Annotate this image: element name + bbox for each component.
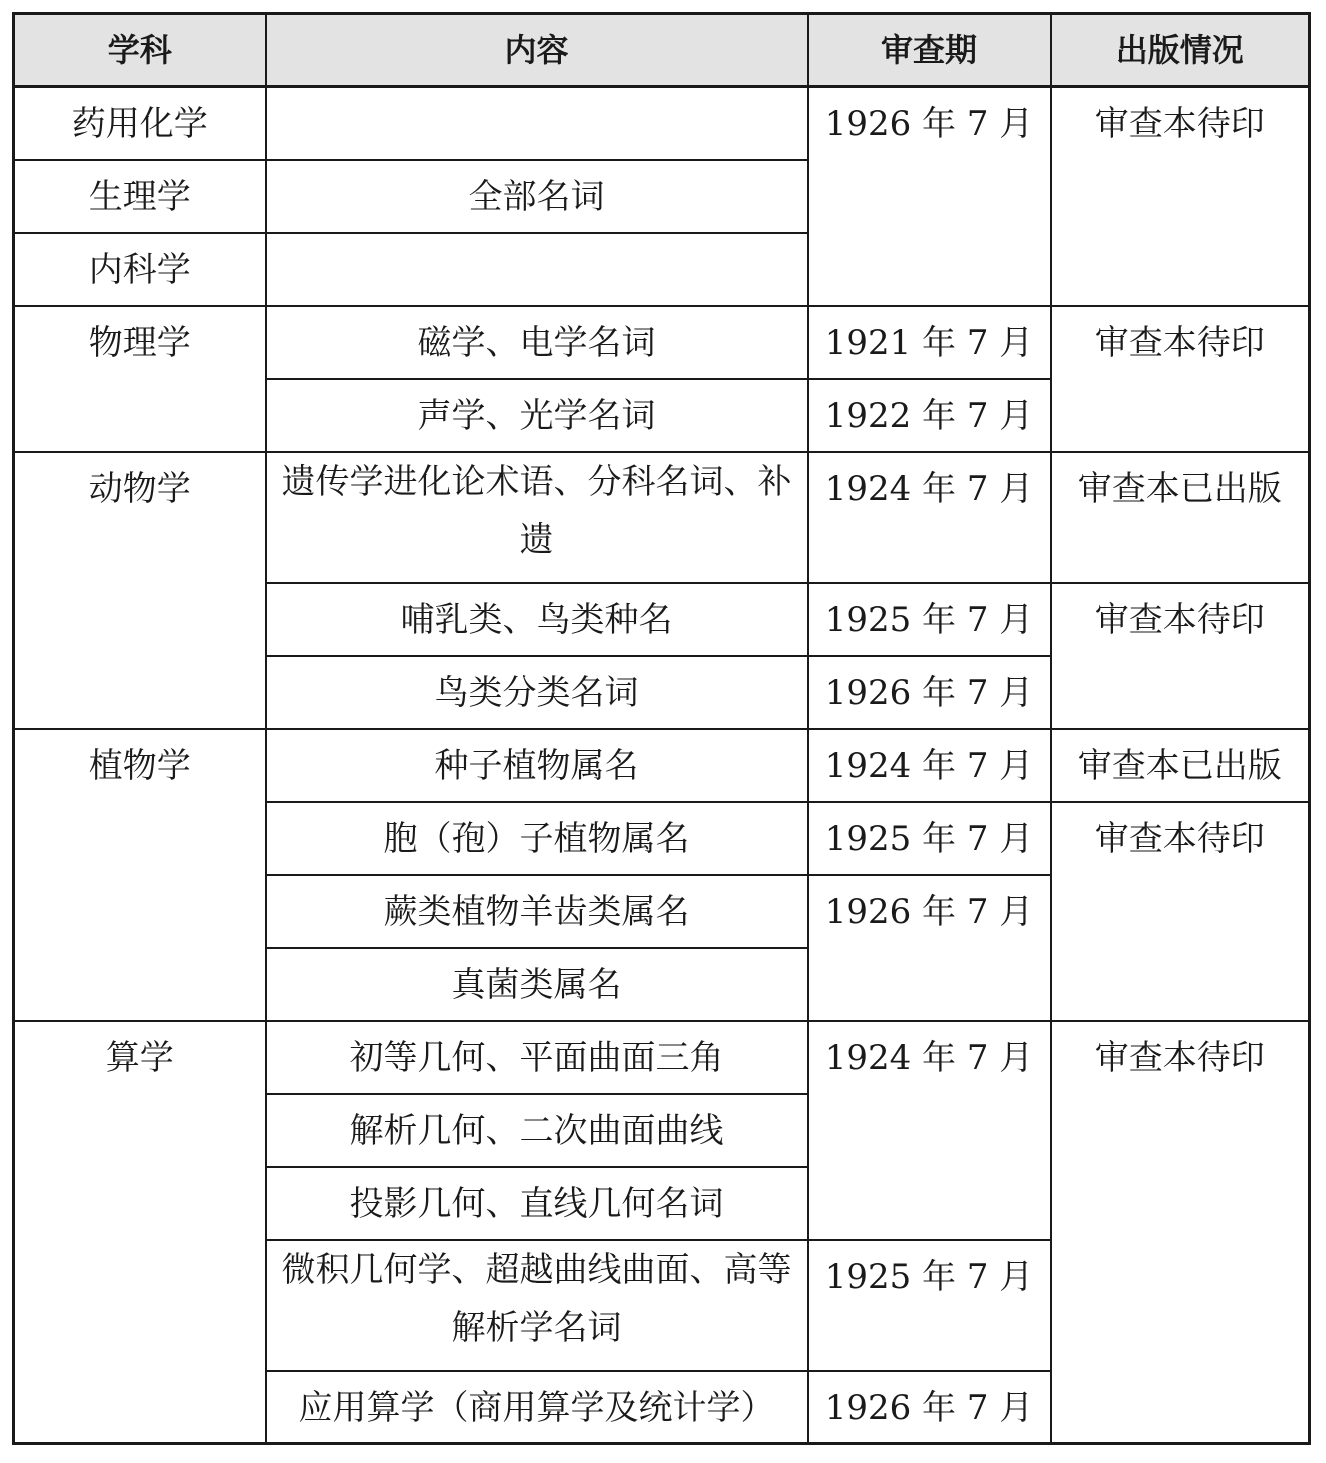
header-subject: 学科 (14, 14, 266, 87)
period-cell: 1926 年 7 月 (808, 656, 1051, 729)
subject-cell: 内科学 (14, 233, 266, 306)
subject-cell: 药用化学 (14, 87, 266, 160)
status-cell: 审查本已出版 (1051, 452, 1310, 583)
header-period: 审查期 (808, 14, 1051, 87)
status-cell: 审查本已出版 (1051, 729, 1310, 802)
content-cell: 种子植物属名 (266, 729, 808, 802)
table-row (14, 306, 1310, 379)
table-row (14, 729, 1310, 802)
content-cell: 磁学、电学名词 (266, 306, 808, 379)
subject-cell: 算学 (14, 1021, 266, 1444)
content-cell: 全部名词 (266, 160, 808, 233)
period-cell: 1926 年 7 月 (808, 87, 1051, 306)
content-cell: 遗传学进化论术语、分科名词、补遗 (266, 452, 808, 583)
period-cell: 1925 年 7 月 (808, 583, 1051, 656)
table-row (14, 87, 1310, 160)
content-cell: 鸟类分类名词 (266, 656, 808, 729)
period-cell: 1925 年 7 月 (808, 1240, 1051, 1371)
content-cell: 解析几何、二次曲面曲线 (266, 1094, 808, 1167)
content-cell: 初等几何、平面曲面三角 (266, 1021, 808, 1094)
status-cell: 审查本待印 (1051, 802, 1310, 1021)
period-cell: 1925 年 7 月 (808, 802, 1051, 875)
status-cell: 审查本待印 (1051, 1021, 1310, 1444)
content-cell: 胞（孢）子植物属名 (266, 802, 808, 875)
content-cell: 应用算学（商用算学及统计学） (266, 1371, 808, 1444)
subject-cell: 植物学 (14, 729, 266, 1021)
subject-cell: 动物学 (14, 452, 266, 729)
period-cell: 1924 年 7 月 (808, 452, 1051, 583)
subject-cell: 物理学 (14, 306, 266, 452)
subject-cell: 生理学 (14, 160, 266, 233)
header-row (14, 14, 1310, 87)
content-cell: 真菌类属名 (266, 948, 808, 1021)
table-row (14, 1021, 1310, 1094)
table-row (14, 452, 1310, 583)
content-cell: 哺乳类、鸟类种名 (266, 583, 808, 656)
period-cell: 1926 年 7 月 (808, 1371, 1051, 1444)
status-cell: 审查本待印 (1051, 87, 1310, 306)
content-cell: 微积几何学、超越曲线曲面、高等解析学名词 (266, 1240, 808, 1371)
period-cell: 1924 年 7 月 (808, 1021, 1051, 1240)
status-cell: 审查本待印 (1051, 306, 1310, 452)
header-status: 出版情况 (1051, 14, 1310, 87)
content-cell: 投影几何、直线几何名词 (266, 1167, 808, 1240)
period-cell: 1922 年 7 月 (808, 379, 1051, 452)
content-cell: 蕨类植物羊齿类属名 (266, 875, 808, 948)
content-cell (266, 233, 808, 306)
content-cell (266, 87, 808, 160)
period-cell: 1921 年 7 月 (808, 306, 1051, 379)
status-cell: 审查本待印 (1051, 583, 1310, 729)
header-content: 内容 (266, 14, 808, 87)
terminology-review-table (12, 12, 1311, 1445)
content-cell: 声学、光学名词 (266, 379, 808, 452)
period-cell: 1926 年 7 月 (808, 875, 1051, 1021)
period-cell: 1924 年 7 月 (808, 729, 1051, 802)
